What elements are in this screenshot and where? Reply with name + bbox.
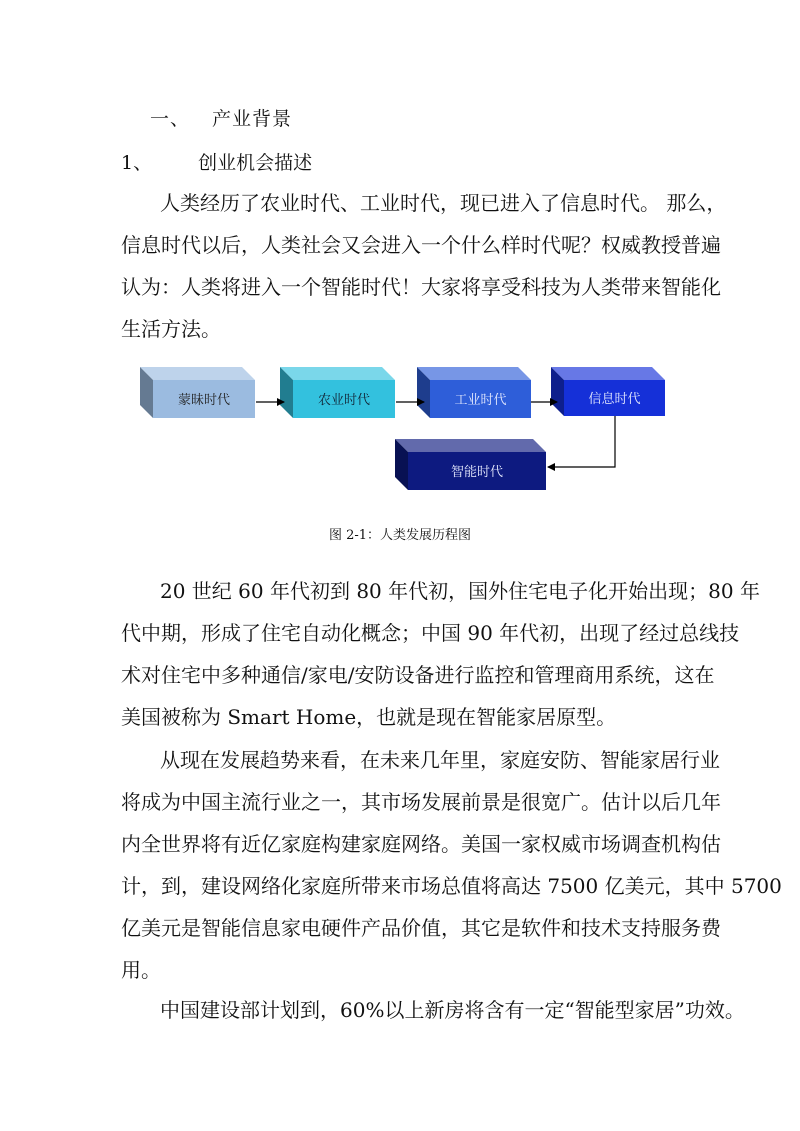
stage-block-top: [417, 367, 531, 380]
paragraph-4: [121, 989, 745, 1031]
stage-label: 智能时代: [450, 465, 504, 480]
paragraph-line: 美国被称为 Smart Home，也就是现在智能家居原型。: [121, 705, 617, 729]
paragraph-line: 认为：人类将进入一个智能时代！大家将享受科技为人类带来智能化: [121, 275, 721, 299]
figure-caption: 图 2-1：人类发展历程图: [328, 528, 472, 543]
subsection-heading: [121, 148, 312, 175]
stage-label: 蒙昧时代: [177, 393, 231, 408]
history-diagram: [0, 355, 800, 500]
section-heading: [150, 104, 292, 131]
stage-block: [280, 367, 395, 418]
stage-block-top: [395, 439, 546, 452]
stage-block: [551, 367, 665, 416]
paragraph-line: 代中期，形成了住宅自动化概念；中国 90 年代初，出现了经过总线技: [121, 621, 740, 645]
paragraph-line: 中国建设部计划到，60%以上新房将含有一定“智能型家居”功效。: [160, 998, 745, 1022]
paragraph-line: 亿美元是智能信息家电硬件产品价值，其它是软件和技术支持服务费: [121, 916, 721, 940]
stage-label: 信息时代: [588, 392, 641, 407]
section-number: 一、: [150, 108, 191, 130]
stage-block-top: [280, 367, 395, 380]
stage-block: [395, 439, 546, 490]
paragraph-line: 20 世纪 60 年代初到 80 年代初，国外住宅电子化开始出现；80 年: [160, 579, 760, 603]
paragraph-2: [121, 570, 760, 738]
stage-block: [417, 367, 531, 418]
arrow-4: [548, 416, 615, 467]
paragraph-line: 人类经历了农业时代、工业时代，现已进入了信息时代。 那么，: [160, 191, 727, 215]
stage-block-top: [551, 367, 665, 380]
paragraph-1: [121, 182, 727, 350]
paragraph-line: 用。: [121, 958, 161, 982]
stage-block: [140, 367, 255, 418]
subsection-title: 创业机会描述: [198, 152, 313, 174]
paragraph-line: 从现在发展趋势来看，在未来几年里，家庭安防、智能家居行业: [160, 748, 720, 772]
paragraph-line: 将成为中国主流行业之一，其市场发展前景是很宽广。估计以后几年: [121, 790, 721, 814]
stage-label: 工业时代: [454, 393, 507, 408]
paragraph-line: 计，到，建设网络化家庭所带来市场总值将高达 7500 亿美元，其中 5700: [121, 874, 782, 898]
paragraph-line: 信息时代以后，人类社会又会进入一个什么样时代呢？权威教授普遍: [121, 233, 721, 257]
paragraph-line: 生活方法。: [121, 317, 221, 341]
stage-label: 农业时代: [317, 393, 371, 408]
paragraph-line: 内全世界将有近亿家庭构建家庭网络。美国一家权威市场调查机构估: [121, 832, 721, 856]
paragraph-line: 术对住宅中多种通信/家电/安防设备进行监控和管理商用系统，这在: [121, 663, 715, 687]
section-title: 产业背景: [212, 108, 293, 130]
subsection-number: 1、: [121, 152, 153, 174]
stage-block-top: [140, 367, 255, 380]
paragraph-3: [121, 739, 782, 991]
